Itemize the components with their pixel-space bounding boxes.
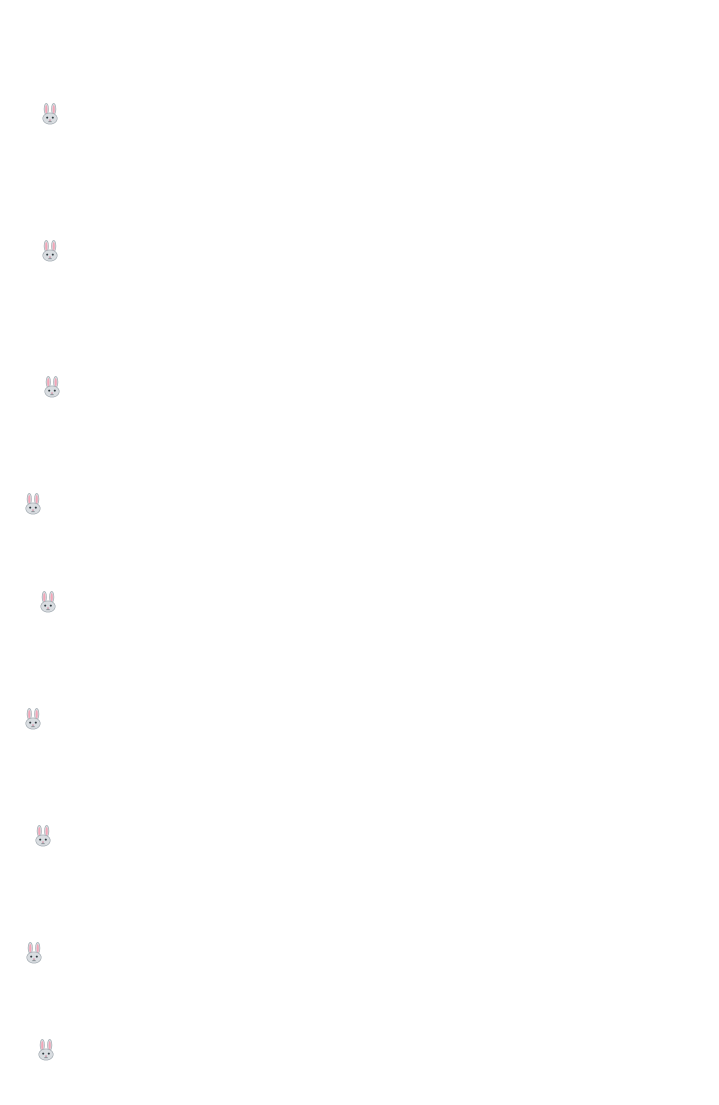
rabbit-face-icon bbox=[24, 708, 42, 730]
rabbit-face-icon bbox=[34, 825, 52, 847]
rabbit-face-icon bbox=[37, 1039, 55, 1061]
rabbit-face-icon bbox=[39, 591, 57, 613]
rabbit-face-icon bbox=[41, 240, 59, 262]
rabbit-face-icon bbox=[41, 103, 59, 125]
rabbit-face-icon bbox=[24, 493, 42, 515]
rabbit-face-icon bbox=[25, 942, 43, 964]
rabbit-face-icon bbox=[43, 376, 61, 398]
